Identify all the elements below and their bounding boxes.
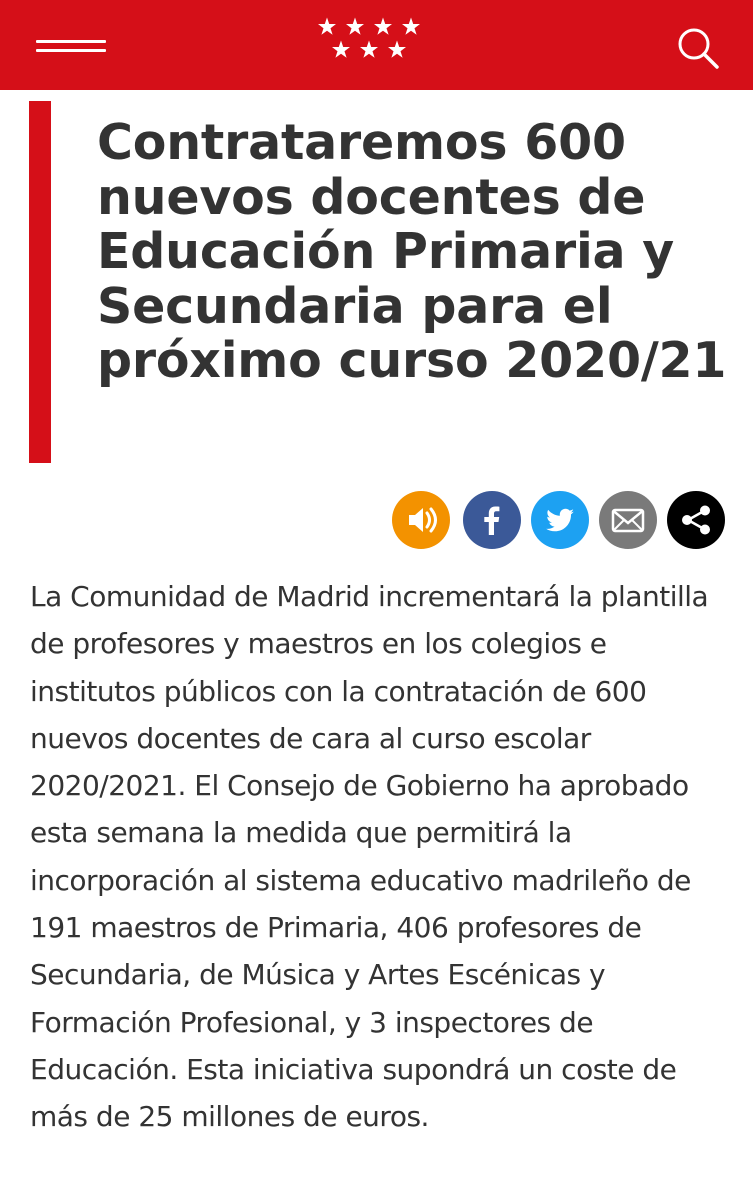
email-icon [599, 491, 657, 549]
speaker-icon [392, 491, 450, 549]
twitter-icon [531, 491, 589, 549]
article-title: Contrataremos 600 nuevos docentes de Educación Primaria y Secundaria para el próximo curso 2020/21 [97, 114, 727, 389]
share-icon [667, 491, 725, 549]
twitter-share-button[interactable] [531, 491, 589, 549]
listen-button[interactable] [392, 491, 450, 549]
article-body: La Comunidad de Madrid incrementará la plantilla de profesores y maestros en los colegios e institutos públicos con la contratación de 600 nuevos docentes de cara al curso escolar 2020/2021. El Consejo de Gobierno ha aprobado esta semana la medida que permitirá la incorporación al sistema educativo madrileño de 191 maestros de Primaria, 406 profesores de Secundaria, de Música y Artes Escénicas y Formación Profesional, y 3 inspectores de Educación. Esta iniciativa supondrá un coste de más de 25 millones de euros. [30, 580, 709, 1134]
title-accent-bar [29, 101, 51, 463]
email-share-button[interactable] [599, 491, 657, 549]
more-share-button[interactable] [667, 491, 725, 549]
hamburger-icon[interactable] [36, 36, 106, 56]
facebook-share-button[interactable] [463, 491, 521, 549]
facebook-icon [463, 491, 521, 549]
share-toolbar [392, 491, 727, 551]
menu-line [36, 49, 106, 52]
search-icon[interactable] [676, 26, 720, 70]
menu-line [36, 40, 106, 43]
top-header [0, 0, 753, 90]
seven-stars-logo-icon[interactable] [312, 12, 427, 64]
